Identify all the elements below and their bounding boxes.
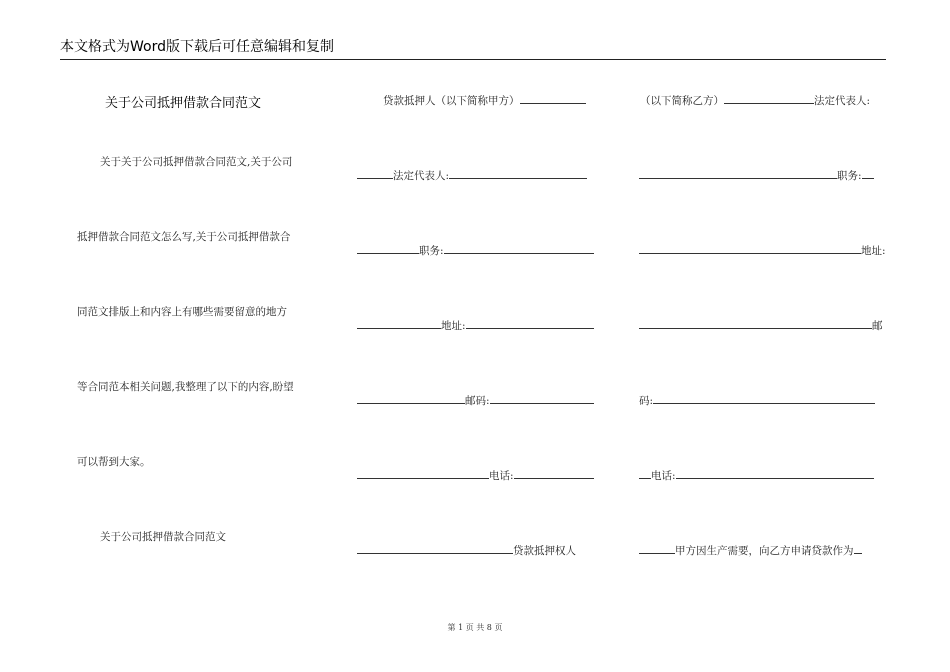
blank-line — [862, 168, 874, 179]
blank-line — [653, 393, 875, 404]
party-a-zip-row — [357, 393, 594, 408]
party-a-title-row — [357, 243, 594, 258]
party-b-phone-row — [639, 468, 874, 483]
party-b-rep-label: 法定代表人: — [814, 95, 871, 107]
party-a-zip-label: 邮码: — [465, 395, 490, 407]
blank-line — [514, 468, 594, 479]
party-b-zip-label-b: 码: — [639, 395, 654, 407]
blank-line — [444, 243, 594, 254]
body-line-5: 可以帮到大家。 — [77, 456, 151, 468]
party-b-abbr-row — [640, 93, 870, 108]
party-b-zip-label-a: 邮 — [872, 320, 883, 332]
blank-line — [639, 168, 837, 179]
blank-line — [357, 393, 465, 404]
blank-line — [639, 543, 675, 554]
blank-line — [357, 543, 513, 554]
party-a-address-row — [357, 318, 594, 333]
party-b-abbr-label: （以下简称乙方） — [640, 95, 724, 107]
blank-line — [466, 318, 594, 329]
party-a-label: 贷款抵押人（以下简称甲方） — [383, 95, 520, 107]
blank-line — [724, 93, 814, 104]
party-b-title-label: 职务: — [837, 170, 862, 182]
party-b-label: 贷款抵押权人 — [513, 545, 576, 557]
blank-line — [854, 543, 862, 554]
blank-line — [357, 168, 393, 179]
party-a-rep-label: 法定代表人: — [393, 170, 450, 182]
party-b-title-row — [639, 168, 874, 183]
blank-line — [357, 318, 441, 329]
document-title: 关于公司抵押借款合同范文 — [105, 96, 262, 111]
blank-line — [639, 243, 861, 254]
party-a-address-label: 地址: — [441, 320, 466, 332]
body-line-1: 关于关于公司抵押借款合同范文,关于公司 — [100, 156, 293, 168]
body-line-2: 抵押借款合同范文怎么写,关于公司抵押借款合 — [77, 231, 291, 243]
party-a-title-label: 职务: — [419, 245, 444, 257]
blank-line — [357, 468, 489, 479]
page-number: 第 1 页 共 8 页 — [447, 623, 503, 632]
blank-line — [449, 168, 587, 179]
document-header: 本文格式为Word版下载后可任意编辑和复制 — [60, 36, 886, 60]
blank-line — [639, 468, 651, 479]
party-a-phone-row — [357, 468, 594, 483]
blank-line — [639, 318, 872, 329]
party-a-phone-label: 电话: — [489, 470, 514, 482]
body-line-6: 关于公司抵押借款合同范文 — [100, 531, 226, 543]
party-b-row — [357, 543, 576, 558]
blank-line — [676, 468, 874, 479]
party-a-row — [383, 93, 586, 108]
party-b-phone-label: 电话: — [651, 470, 676, 482]
loan-purpose-row — [639, 543, 862, 558]
party-b-address-label: 地址: — [861, 245, 886, 257]
party-b-address-row — [639, 243, 886, 258]
party-b-zip-row-a — [639, 318, 883, 333]
party-b-zip-row-b — [639, 393, 875, 408]
blank-line — [357, 243, 419, 254]
body-line-4: 等合同范本相关问题,我整理了以下的内容,盼望 — [77, 381, 294, 393]
loan-purpose-text: 甲方因生产需要，向乙方申请贷款作为 — [675, 545, 854, 557]
party-a-rep-row — [357, 168, 587, 183]
blank-line — [520, 93, 586, 104]
body-line-3: 同范文排版上和内容上有哪些需要留意的地方 — [77, 306, 287, 318]
blank-line — [490, 393, 594, 404]
